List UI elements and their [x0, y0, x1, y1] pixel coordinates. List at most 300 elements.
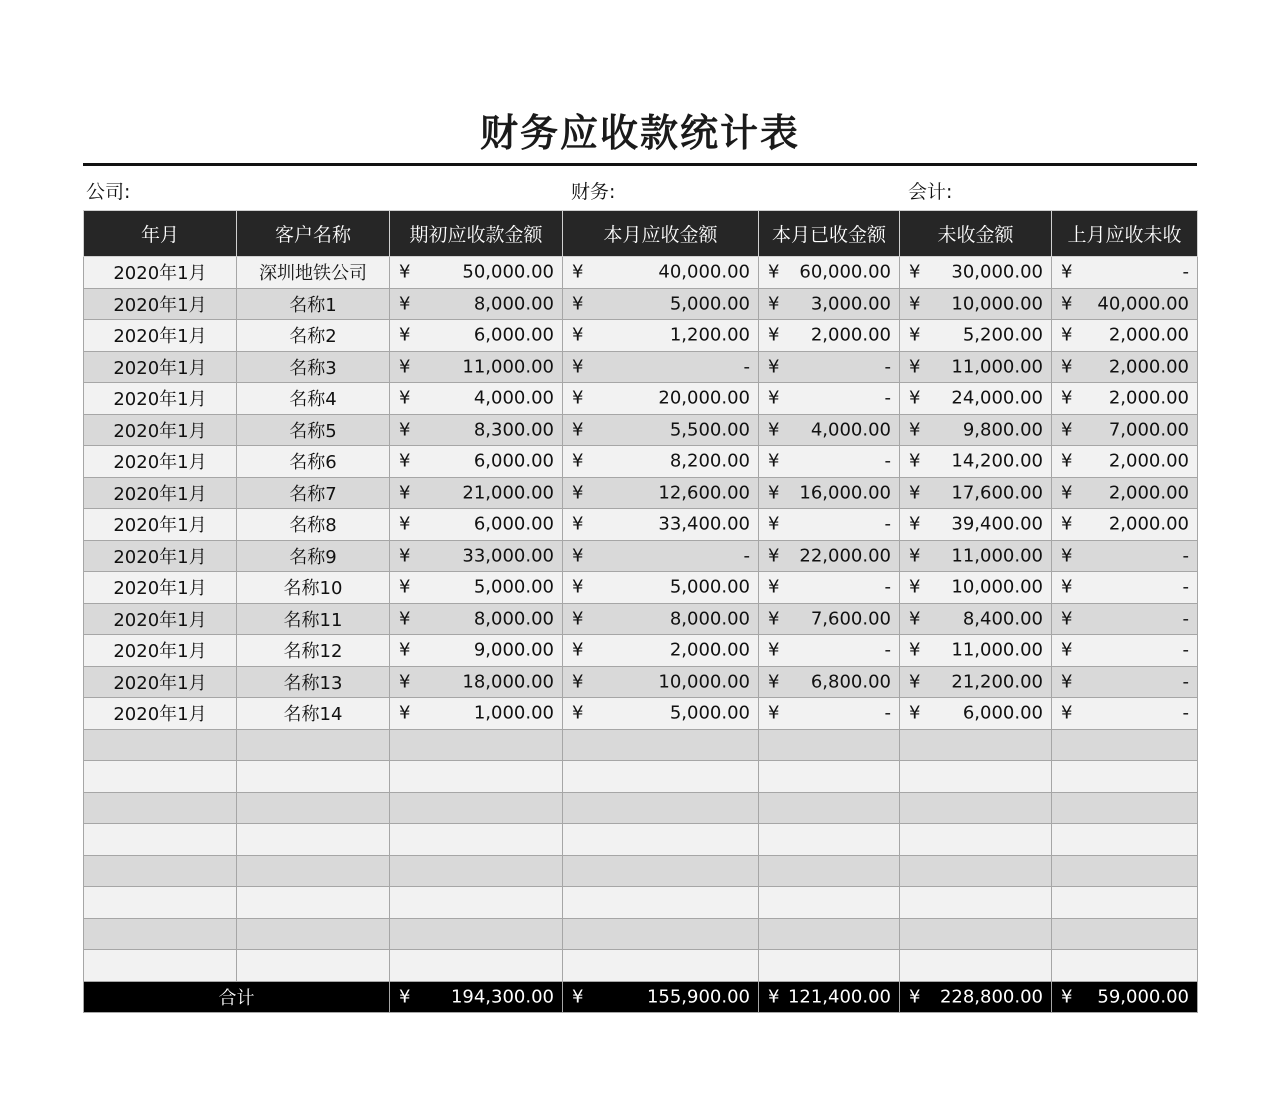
cell-money[interactable] [1052, 351, 1198, 383]
empty-cell[interactable] [563, 855, 759, 887]
currency-symbol: ¥ [768, 671, 780, 693]
header-outstanding[interactable]: 未收金额 [900, 211, 1052, 257]
cell-amount: 6,000.00 [473, 324, 554, 346]
currency-symbol: ¥ [1061, 293, 1073, 315]
cell-money[interactable] [759, 509, 900, 541]
cell-amount: - [884, 702, 891, 724]
page-title: 财务应收款统计表 [479, 111, 800, 155]
header-year-month[interactable]: 年月 [84, 211, 237, 257]
empty-cell[interactable] [390, 887, 563, 919]
empty-cell[interactable] [759, 918, 900, 950]
cell-money[interactable] [390, 572, 563, 604]
currency-symbol: ¥ [1061, 482, 1073, 504]
cell-money[interactable] [759, 666, 900, 698]
empty-cell[interactable] [237, 761, 390, 793]
cell-customer-name[interactable]: 名称3 [237, 351, 390, 383]
currency-symbol: ¥ [768, 576, 780, 598]
empty-cell[interactable] [563, 761, 759, 793]
cell-year-month[interactable]: 2020年1月 [84, 477, 237, 509]
table-row [84, 698, 1198, 730]
cell-money[interactable] [563, 257, 759, 289]
currency-symbol: ¥ [768, 986, 780, 1008]
currency-symbol: ¥ [399, 324, 411, 346]
cell-year-month[interactable]: 2020年1月 [84, 320, 237, 352]
empty-cell[interactable] [237, 729, 390, 761]
cell-money[interactable] [759, 477, 900, 509]
cell-money[interactable] [563, 477, 759, 509]
empty-cell[interactable] [1052, 761, 1198, 793]
cell-money[interactable] [390, 540, 563, 572]
cell-money[interactable] [900, 509, 1052, 541]
cell-amount: - [743, 356, 750, 378]
header-month-received[interactable]: 本月已收金额 [759, 211, 900, 257]
cell-customer-name[interactable]: 深圳地铁公司 [237, 257, 390, 289]
cell-customer-name[interactable]: 名称7 [237, 477, 390, 509]
empty-cell[interactable] [900, 918, 1052, 950]
cell-amount: - [1182, 576, 1189, 598]
cell-amount: - [743, 545, 750, 567]
empty-cell[interactable] [237, 887, 390, 919]
empty-cell[interactable] [390, 824, 563, 856]
currency-symbol: ¥ [1061, 608, 1073, 630]
cell-money[interactable] [390, 257, 563, 289]
currency-symbol: ¥ [399, 639, 411, 661]
empty-cell[interactable] [1052, 887, 1198, 919]
cell-amount: 33,400.00 [658, 513, 750, 535]
cell-amount: 21,200.00 [951, 671, 1043, 693]
cell-money[interactable] [1052, 572, 1198, 604]
cell-customer-name[interactable]: 名称9 [237, 540, 390, 572]
cell-money[interactable] [1052, 540, 1198, 572]
cell-money[interactable] [390, 351, 563, 383]
cell-money[interactable] [563, 540, 759, 572]
header-customer-name[interactable]: 客户名称 [237, 211, 390, 257]
currency-symbol: ¥ [399, 482, 411, 504]
currency-symbol: ¥ [909, 608, 921, 630]
cell-money[interactable] [759, 698, 900, 730]
currency-symbol: ¥ [768, 482, 780, 504]
cell-money[interactable] [390, 603, 563, 635]
cell-customer-name[interactable]: 名称8 [237, 509, 390, 541]
table-row [84, 509, 1198, 541]
empty-cell[interactable] [390, 761, 563, 793]
currency-symbol: ¥ [768, 324, 780, 346]
empty-cell[interactable] [390, 729, 563, 761]
cell-amount: 2,000.00 [1108, 387, 1189, 409]
header-last-month-outstanding[interactable]: 上月应收未收 [1052, 211, 1198, 257]
cell-amount: 6,000.00 [962, 702, 1043, 724]
cell-customer-name[interactable]: 名称4 [237, 383, 390, 415]
cell-amount: - [884, 513, 891, 535]
cell-amount: 7,600.00 [810, 608, 891, 630]
currency-symbol: ¥ [572, 356, 584, 378]
company-label: 公司: [86, 181, 131, 203]
cell-money[interactable] [1052, 383, 1198, 415]
cell-amount: - [884, 387, 891, 409]
cell-amount: 11,000.00 [951, 356, 1043, 378]
empty-cell[interactable] [1052, 824, 1198, 856]
cell-amount: 8,000.00 [473, 293, 554, 315]
currency-symbol: ¥ [768, 513, 780, 535]
empty-cell[interactable] [390, 855, 563, 887]
cell-year-month[interactable]: 2020年1月 [84, 572, 237, 604]
cell-money[interactable] [900, 572, 1052, 604]
currency-symbol: ¥ [909, 450, 921, 472]
empty-cell[interactable] [84, 761, 237, 793]
cell-amount: 2,000.00 [1108, 513, 1189, 535]
cell-amount: 3,000.00 [810, 293, 891, 315]
empty-cell[interactable] [759, 729, 900, 761]
cell-money[interactable] [900, 446, 1052, 478]
cell-money[interactable] [900, 383, 1052, 415]
cell-amount: 5,500.00 [669, 419, 750, 441]
cell-amount: 1,200.00 [669, 324, 750, 346]
cell-money[interactable] [759, 383, 900, 415]
cell-money[interactable] [759, 288, 900, 320]
cell-year-month[interactable]: 2020年1月 [84, 414, 237, 446]
empty-cell[interactable] [237, 918, 390, 950]
cell-money[interactable] [390, 446, 563, 478]
cell-money[interactable] [759, 257, 900, 289]
cell-customer-name[interactable]: 名称1 [237, 288, 390, 320]
cell-year-month[interactable]: 2020年1月 [84, 666, 237, 698]
cell-amount: 4,000.00 [810, 419, 891, 441]
empty-cell[interactable] [759, 792, 900, 824]
empty-cell[interactable] [84, 918, 237, 950]
currency-symbol: ¥ [572, 387, 584, 409]
empty-cell[interactable] [900, 792, 1052, 824]
cell-money[interactable] [390, 698, 563, 730]
cell-amount: 6,800.00 [810, 671, 891, 693]
empty-cell[interactable] [237, 950, 390, 982]
currency-symbol: ¥ [768, 545, 780, 567]
cell-year-month[interactable]: 2020年1月 [84, 635, 237, 667]
cell-year-month[interactable]: 2020年1月 [84, 351, 237, 383]
empty-table-row [84, 792, 1198, 824]
currency-symbol: ¥ [399, 986, 411, 1008]
currency-symbol: ¥ [1061, 545, 1073, 567]
cell-amount: 59,000.00 [1097, 986, 1189, 1008]
cell-customer-name[interactable]: 名称11 [237, 603, 390, 635]
empty-cell[interactable] [237, 792, 390, 824]
currency-symbol: ¥ [909, 261, 921, 283]
cell-money[interactable] [900, 288, 1052, 320]
cell-amount: 2,000.00 [1108, 324, 1189, 346]
total-month-receivable[interactable] [563, 981, 759, 1013]
cell-customer-name[interactable]: 名称6 [237, 446, 390, 478]
cell-amount: 39,400.00 [951, 513, 1043, 535]
cell-amount: 33,000.00 [462, 545, 554, 567]
cell-money[interactable] [563, 320, 759, 352]
table-row [84, 635, 1198, 667]
currency-symbol: ¥ [399, 261, 411, 283]
cell-amount: 1,000.00 [473, 702, 554, 724]
cell-amount: - [1182, 545, 1189, 567]
cell-money[interactable] [759, 603, 900, 635]
empty-cell[interactable] [759, 950, 900, 982]
table-row [84, 257, 1198, 289]
empty-cell[interactable] [1052, 792, 1198, 824]
empty-cell[interactable] [759, 761, 900, 793]
cell-money[interactable] [390, 509, 563, 541]
empty-cell[interactable] [237, 855, 390, 887]
cell-year-month[interactable]: 2020年1月 [84, 288, 237, 320]
cell-amount: 10,000.00 [951, 576, 1043, 598]
cell-customer-name[interactable]: 名称13 [237, 666, 390, 698]
cell-year-month[interactable]: 2020年1月 [84, 603, 237, 635]
cell-money[interactable] [390, 635, 563, 667]
cell-year-month[interactable]: 2020年1月 [84, 383, 237, 415]
cell-customer-name[interactable]: 名称10 [237, 572, 390, 604]
empty-cell[interactable] [759, 855, 900, 887]
cell-amount: 22,000.00 [799, 545, 891, 567]
cell-money[interactable] [1052, 698, 1198, 730]
cell-year-month[interactable]: 2020年1月 [84, 509, 237, 541]
cell-amount: 4,000.00 [473, 387, 554, 409]
cell-amount: 8,200.00 [669, 450, 750, 472]
cell-money[interactable] [759, 635, 900, 667]
empty-cell[interactable] [900, 729, 1052, 761]
cell-amount: 8,000.00 [473, 608, 554, 630]
empty-table-row [84, 950, 1198, 982]
cell-amount: 11,000.00 [951, 545, 1043, 567]
empty-cell[interactable] [759, 824, 900, 856]
cell-money[interactable] [759, 414, 900, 446]
currency-symbol: ¥ [399, 576, 411, 598]
cell-amount: 20,000.00 [658, 387, 750, 409]
currency-symbol: ¥ [909, 702, 921, 724]
cell-money[interactable] [390, 477, 563, 509]
empty-cell[interactable] [84, 887, 237, 919]
cell-amount: 5,000.00 [473, 576, 554, 598]
cell-amount: - [884, 639, 891, 661]
total-month-received[interactable] [759, 981, 900, 1013]
cell-amount: 8,300.00 [473, 419, 554, 441]
cell-money[interactable] [1052, 477, 1198, 509]
table-row [84, 446, 1198, 478]
cell-money[interactable] [900, 698, 1052, 730]
empty-cell[interactable] [563, 950, 759, 982]
currency-symbol: ¥ [909, 576, 921, 598]
total-label[interactable]: 合计 [84, 981, 390, 1013]
cell-amount: 18,000.00 [462, 671, 554, 693]
empty-cell[interactable] [563, 792, 759, 824]
table-row [84, 540, 1198, 572]
total-row [84, 981, 1198, 1013]
cell-amount: - [1182, 671, 1189, 693]
cell-money[interactable] [1052, 446, 1198, 478]
cell-money[interactable] [563, 351, 759, 383]
empty-cell[interactable] [900, 887, 1052, 919]
cell-amount: 9,000.00 [473, 639, 554, 661]
cell-money[interactable] [900, 320, 1052, 352]
cell-money[interactable] [759, 351, 900, 383]
cell-money[interactable] [1052, 257, 1198, 289]
table-row [84, 288, 1198, 320]
cell-customer-name[interactable]: 名称12 [237, 635, 390, 667]
total-opening-receivable[interactable] [390, 981, 563, 1013]
table-row [84, 414, 1198, 446]
cell-customer-name[interactable]: 名称14 [237, 698, 390, 730]
table-row [84, 320, 1198, 352]
currency-symbol: ¥ [572, 545, 584, 567]
empty-cell[interactable] [900, 761, 1052, 793]
cell-money[interactable] [900, 635, 1052, 667]
cell-money[interactable] [900, 477, 1052, 509]
cell-money[interactable] [1052, 414, 1198, 446]
currency-symbol: ¥ [1061, 702, 1073, 724]
cell-money[interactable] [563, 572, 759, 604]
cell-amount: 14,200.00 [951, 450, 1043, 472]
currency-symbol: ¥ [572, 513, 584, 535]
currency-symbol: ¥ [572, 608, 584, 630]
cell-money[interactable] [900, 603, 1052, 635]
empty-cell[interactable] [1052, 950, 1198, 982]
total-outstanding[interactable] [900, 981, 1052, 1013]
cell-money[interactable] [759, 572, 900, 604]
empty-table-row [84, 729, 1198, 761]
currency-symbol: ¥ [399, 545, 411, 567]
currency-symbol: ¥ [1061, 261, 1073, 283]
cell-money[interactable] [759, 540, 900, 572]
empty-cell[interactable] [900, 824, 1052, 856]
cell-money[interactable] [563, 635, 759, 667]
empty-cell[interactable] [84, 824, 237, 856]
currency-symbol: ¥ [909, 293, 921, 315]
empty-cell[interactable] [563, 729, 759, 761]
cell-money[interactable] [563, 698, 759, 730]
cell-money[interactable] [1052, 320, 1198, 352]
currency-symbol: ¥ [399, 387, 411, 409]
cell-money[interactable] [900, 257, 1052, 289]
cell-amount: 50,000.00 [462, 261, 554, 283]
cell-money[interactable] [563, 446, 759, 478]
cell-money[interactable] [759, 446, 900, 478]
cell-amount: - [884, 450, 891, 472]
cell-amount: 194,300.00 [450, 986, 554, 1008]
cell-amount: 2,000.00 [669, 639, 750, 661]
cell-money[interactable] [563, 666, 759, 698]
table-row [84, 383, 1198, 415]
empty-cell[interactable] [390, 918, 563, 950]
cell-amount: 121,400.00 [787, 986, 891, 1008]
currency-symbol: ¥ [1061, 356, 1073, 378]
cell-money[interactable] [1052, 666, 1198, 698]
cell-money[interactable] [390, 320, 563, 352]
currency-symbol: ¥ [768, 261, 780, 283]
cell-money[interactable] [900, 540, 1052, 572]
title-underline [83, 163, 1197, 166]
currency-symbol: ¥ [399, 419, 411, 441]
cell-amount: 10,000.00 [658, 671, 750, 693]
cell-customer-name[interactable]: 名称2 [237, 320, 390, 352]
header-opening-receivable[interactable]: 期初应收款金额 [390, 211, 563, 257]
table-row [84, 666, 1198, 698]
cell-year-month[interactable]: 2020年1月 [84, 446, 237, 478]
cell-amount: - [884, 576, 891, 598]
currency-symbol: ¥ [572, 671, 584, 693]
cell-money[interactable] [1052, 635, 1198, 667]
empty-cell[interactable] [1052, 918, 1198, 950]
cell-amount: 21,000.00 [462, 482, 554, 504]
cell-money[interactable] [390, 666, 563, 698]
cell-amount: 60,000.00 [799, 261, 891, 283]
cell-amount: 5,000.00 [669, 702, 750, 724]
cell-amount: 7,000.00 [1108, 419, 1189, 441]
empty-cell[interactable] [900, 950, 1052, 982]
cell-money[interactable] [1052, 603, 1198, 635]
empty-table-row [84, 855, 1198, 887]
cell-money[interactable] [759, 320, 900, 352]
currency-symbol: ¥ [1061, 419, 1073, 441]
empty-cell[interactable] [390, 792, 563, 824]
cell-money[interactable] [390, 414, 563, 446]
cell-year-month[interactable]: 2020年1月 [84, 698, 237, 730]
currency-symbol: ¥ [909, 419, 921, 441]
currency-symbol: ¥ [909, 482, 921, 504]
cell-amount: - [1182, 702, 1189, 724]
empty-cell[interactable] [563, 824, 759, 856]
cell-amount: 30,000.00 [951, 261, 1043, 283]
cell-amount: 5,000.00 [669, 293, 750, 315]
currency-symbol: ¥ [1061, 986, 1073, 1008]
cell-amount: 8,000.00 [669, 608, 750, 630]
cell-year-month[interactable]: 2020年1月 [84, 257, 237, 289]
cell-amount: 5,200.00 [962, 324, 1043, 346]
empty-cell[interactable] [1052, 729, 1198, 761]
empty-cell[interactable] [237, 824, 390, 856]
cell-money[interactable] [563, 603, 759, 635]
cell-money[interactable] [563, 414, 759, 446]
cell-money[interactable] [563, 288, 759, 320]
empty-table-row [84, 824, 1198, 856]
empty-cell[interactable] [563, 918, 759, 950]
cell-money[interactable] [1052, 288, 1198, 320]
empty-cell[interactable] [390, 950, 563, 982]
empty-cell[interactable] [84, 950, 237, 982]
cell-amount: 9,800.00 [962, 419, 1043, 441]
cell-money[interactable] [900, 666, 1052, 698]
empty-cell[interactable] [84, 792, 237, 824]
empty-cell[interactable] [900, 855, 1052, 887]
cell-amount: 5,000.00 [669, 576, 750, 598]
cell-money[interactable] [900, 414, 1052, 446]
empty-cell[interactable] [759, 887, 900, 919]
finance-label: 财务: [571, 181, 616, 203]
cell-amount: 2,000.00 [1108, 482, 1189, 504]
cell-amount: 228,800.00 [939, 986, 1043, 1008]
empty-cell[interactable] [84, 729, 237, 761]
cell-money[interactable] [1052, 509, 1198, 541]
cell-money[interactable] [900, 351, 1052, 383]
currency-symbol: ¥ [572, 986, 584, 1008]
header-month-receivable[interactable]: 本月应收金额 [563, 211, 759, 257]
total-last-month-outstanding[interactable] [1052, 981, 1198, 1013]
cell-amount: 2,000.00 [1108, 356, 1189, 378]
empty-cell[interactable] [1052, 855, 1198, 887]
cell-money[interactable] [563, 383, 759, 415]
currency-symbol: ¥ [1061, 576, 1073, 598]
empty-table-row [84, 887, 1198, 919]
cell-customer-name[interactable]: 名称5 [237, 414, 390, 446]
cell-money[interactable] [390, 288, 563, 320]
empty-cell[interactable] [563, 887, 759, 919]
cell-money[interactable] [390, 383, 563, 415]
currency-symbol: ¥ [399, 293, 411, 315]
empty-cell[interactable] [84, 855, 237, 887]
cell-year-month[interactable]: 2020年1月 [84, 540, 237, 572]
cell-money[interactable] [563, 509, 759, 541]
